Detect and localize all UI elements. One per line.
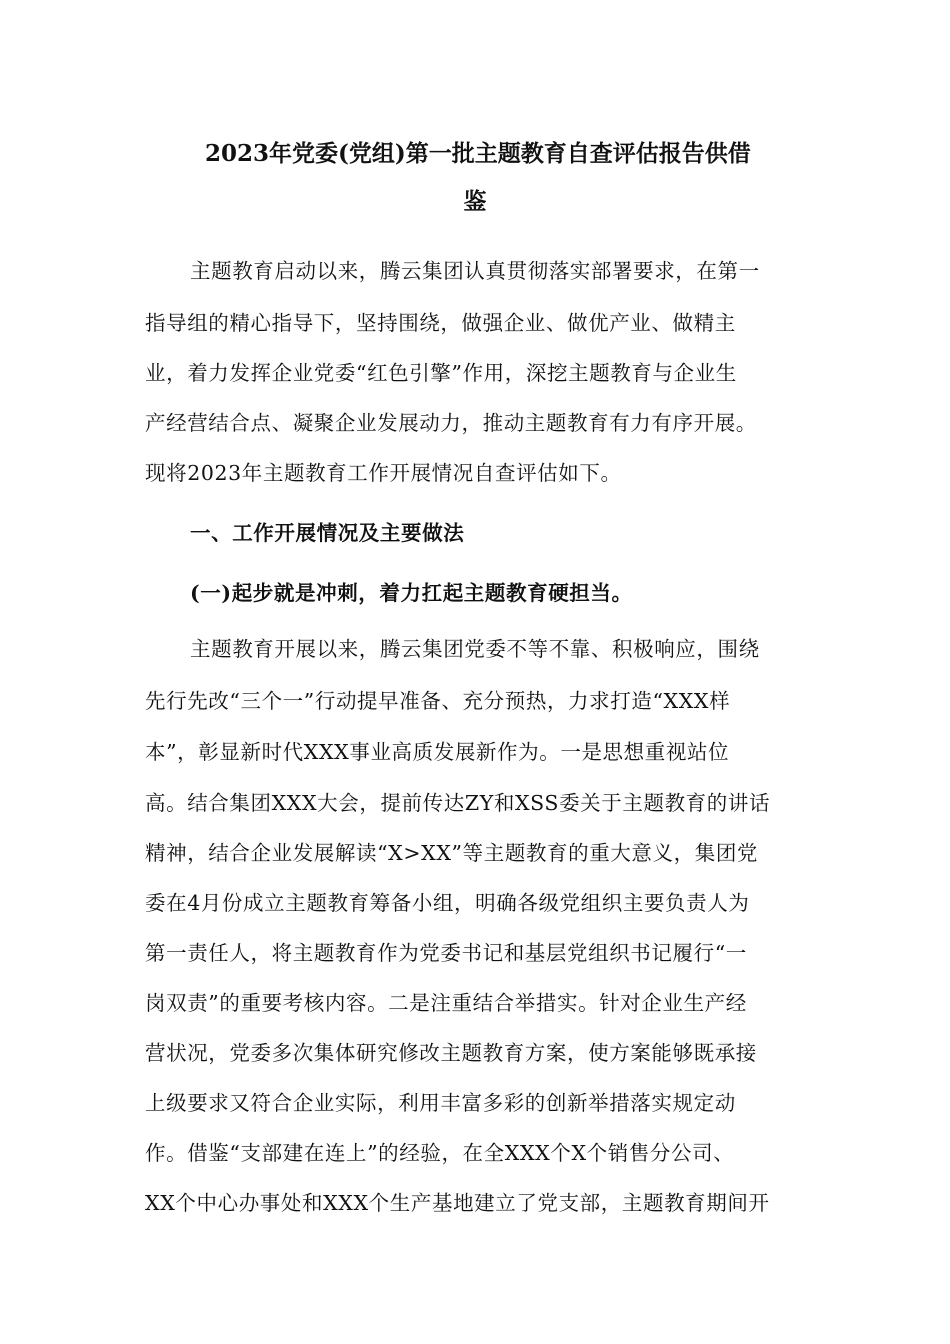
- body-line: 高。结合集团XXX大会，提前传达ZY和XSS委关于主题教育的讲话: [145, 791, 771, 815]
- body-line: 上级要求又符合企业实际，利用丰富多彩的创新举措落实规定动: [145, 1091, 736, 1115]
- body-line: 岗双责”的重要考核内容。二是注重结合举措实。针对企业生产经: [145, 991, 747, 1015]
- body-line: 作。借鉴“支部建在连上”的经验，在全XXX个X个销售分公司、: [145, 1141, 735, 1165]
- subsection-heading: (一)起步就是冲刺，着力扛起主题教育硬担当。: [190, 581, 633, 605]
- section-heading: 一、工作开展情况及主要做法: [190, 521, 465, 545]
- body-line: 委在4月份成立主题教育筹备小组，明确各级党组织主要负责人为: [145, 891, 750, 915]
- body-line: 主题教育开展以来，腾云集团党委不等不靠、积极响应，围绕: [190, 637, 760, 661]
- body-line: 第一责任人，将主题教育作为党委书记和基层党组织书记履行“一: [145, 941, 747, 965]
- intro-line: 业，着力发挥企业党委“红色引擎”作用，深挖主题教育与企业生: [145, 361, 737, 385]
- intro-line: 现将2023年主题教育工作开展情况自查评估如下。: [145, 461, 622, 485]
- body-line: 精神，结合企业发展解读“X>XX”等主题教育的重大意义，集团党: [145, 841, 759, 865]
- body-line: 先行先改“三个一”行动提早准备、充分预热，力求打造“XXX样: [145, 689, 731, 713]
- intro-line: 产经营结合点、凝聚企业发展动力，推动主题教育有力有序开展。: [145, 411, 757, 435]
- intro-line: 主题教育启动以来，腾云集团认真贯彻落实部署要求，在第一: [190, 259, 760, 283]
- title-line-2: 鉴: [463, 188, 487, 215]
- intro-line: 指导组的精心指导下，坚持围绕，做强企业、做优产业、做精主: [145, 311, 736, 335]
- document-title: [150, 130, 800, 226]
- body-line: 营状况，党委多次集体研究修改主题教育方案，使方案能够既承接: [145, 1041, 757, 1065]
- body-line: 本”，彰显新时代XXX事业高质发展新作为。一是思想重视站位: [145, 740, 730, 764]
- title-line-1: 2023年党委(党组)第一批主题教育自查评估报告供借: [205, 140, 751, 167]
- body-line: XX个中心办事处和XXX个生产基地建立了党支部，主题教育期间开: [145, 1191, 770, 1215]
